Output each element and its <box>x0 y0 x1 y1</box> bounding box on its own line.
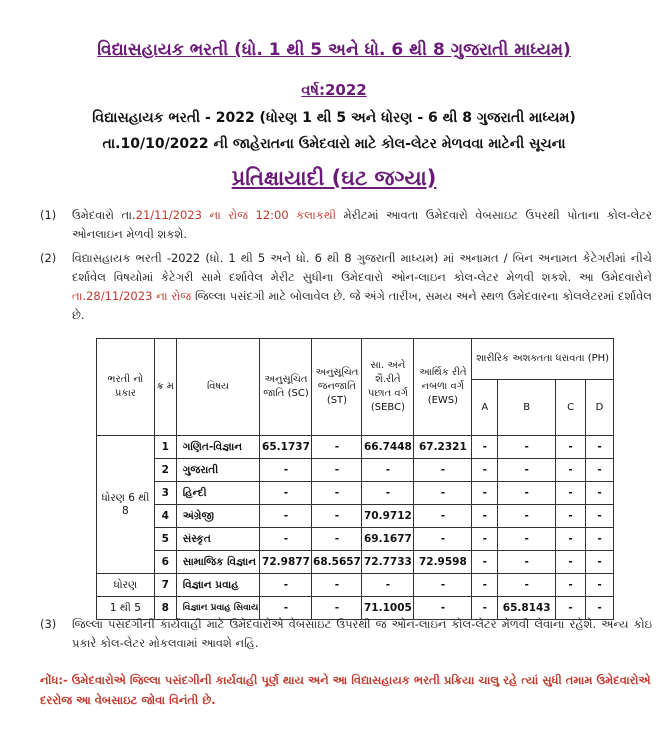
point-1-date: 21/11/2023 ના રોજ 12:00 કલાકથી <box>135 208 337 222</box>
cell-value: - <box>472 436 498 459</box>
cell-value: - <box>556 505 586 528</box>
cell-value: 70.9712 <box>362 505 414 528</box>
group-label-std-1-5-top: ધોરણ <box>97 574 155 597</box>
cell-value: - <box>414 459 472 482</box>
header-ph-c: C <box>556 380 586 436</box>
cell-value: - <box>312 574 362 597</box>
page-title: વિદ્યાસહાયક ભરતી (ધો. 1 થી 5 અને ધો. 6 થી 8 ગુજરાતી માધ્યમ) <box>97 40 571 60</box>
cell-value: - <box>414 528 472 551</box>
cell-sr: 5 <box>154 528 176 551</box>
cell-value: - <box>472 597 498 620</box>
cell-value: - <box>498 482 556 505</box>
table-row <box>97 436 614 459</box>
header-st: અનુસૂચિત જનજાતિ (ST) <box>312 339 362 436</box>
cell-subject: ગણિત-વિજ્ઞાન <box>176 436 260 459</box>
cell-value: 72.9598 <box>414 551 472 574</box>
cell-value: - <box>312 436 362 459</box>
cell-value: - <box>556 436 586 459</box>
cell-value: - <box>312 597 362 620</box>
cell-value: - <box>586 551 614 574</box>
cell-value: - <box>556 459 586 482</box>
cell-sr: 7 <box>154 574 176 597</box>
cell-value: - <box>498 436 556 459</box>
cell-value: - <box>498 528 556 551</box>
cell-value: - <box>472 459 498 482</box>
cell-value: - <box>312 528 362 551</box>
merit-table <box>96 338 614 620</box>
cell-value: 69.1677 <box>362 528 414 551</box>
cell-subject: સંસ્કૃત <box>176 528 260 551</box>
waitlist-heading: પ્રતિક્ષાયાદી (ઘટ જગ્યા) <box>231 166 437 190</box>
cell-sr: 8 <box>154 597 176 620</box>
cell-value: 65.8143 <box>498 597 556 620</box>
header-ews: આર્થિક રીતે નબળા વર્ગ (EWS) <box>414 339 472 436</box>
cell-value: - <box>260 505 312 528</box>
group-label-std-6-8: ધોરણ 6 થી 8 <box>97 436 155 574</box>
cell-value: - <box>260 574 312 597</box>
cell-value: - <box>472 574 498 597</box>
header-ph-b: B <box>498 380 556 436</box>
point-1-number: (1) <box>40 208 57 222</box>
point-1 <box>40 206 652 244</box>
cell-value: - <box>498 551 556 574</box>
cell-value: - <box>586 459 614 482</box>
point-2 <box>40 249 652 325</box>
subtitle-line-2: તા.10/10/2022 ની જાહેરાતના ઉમેદવારો માટે કોલ-લેટર મેળવવા માટેની સૂચના <box>102 136 566 152</box>
cell-subject: હિન્દી <box>176 482 260 505</box>
cell-value: - <box>556 574 586 597</box>
cell-sr: 4 <box>154 505 176 528</box>
cell-value: - <box>312 505 362 528</box>
cell-value: 66.7448 <box>362 436 414 459</box>
cell-value: - <box>414 574 472 597</box>
point-1-text: ઉમેદવારો તા.21/11/2023 ના રોજ 12:00 કલાકથી મેરીટમાં આવતા ઉમેદવારો વેબસાઇટ ઉપરથી પોતાના કોલ-લેટર ઓનલાઇન મેળવી શકશે. <box>72 208 653 241</box>
header-type: ભરતી નો પ્રકાર <box>97 339 155 436</box>
cell-value: - <box>498 459 556 482</box>
cell-value: - <box>498 505 556 528</box>
cell-value: - <box>472 482 498 505</box>
header-sebc: સા. અને શૈ.રીતે પછાત વર્ગ (SEBC) <box>362 339 414 436</box>
cell-value: 65.1737 <box>260 436 312 459</box>
header-subject: વિષય <box>176 339 260 436</box>
cell-value: - <box>556 551 586 574</box>
cell-value: - <box>586 597 614 620</box>
cell-subject: ગુજરાતી <box>176 459 260 482</box>
cell-sr: 6 <box>154 551 176 574</box>
point-3-number: (3) <box>40 617 57 631</box>
cell-value: - <box>260 482 312 505</box>
table-row <box>97 459 614 482</box>
cell-value: - <box>586 528 614 551</box>
cell-value: - <box>472 505 498 528</box>
cell-value: - <box>362 482 414 505</box>
cell-value: - <box>362 459 414 482</box>
cell-value: 72.9877 <box>260 551 312 574</box>
cell-value: - <box>472 528 498 551</box>
cell-value: - <box>260 459 312 482</box>
cell-value: 68.5657 <box>312 551 362 574</box>
cell-value: - <box>556 528 586 551</box>
cell-sr: 3 <box>154 482 176 505</box>
header-sc: અનુસૂચિત જાતિ (SC) <box>260 339 312 436</box>
cell-subject: સામાજિક વિજ્ઞાન <box>176 551 260 574</box>
cell-value: 72.7733 <box>362 551 414 574</box>
header-ph-d: D <box>586 380 614 436</box>
cell-value: - <box>586 574 614 597</box>
cell-value: - <box>312 482 362 505</box>
cell-sr: 1 <box>154 436 176 459</box>
cell-value: - <box>312 459 362 482</box>
header-sr: ક્ર મ <box>154 339 176 436</box>
table-row <box>97 574 614 597</box>
cell-subject: વિજ્ઞાન પ્રવાહ સિવાય <box>176 597 260 620</box>
cell-value: - <box>498 574 556 597</box>
cell-value: - <box>556 597 586 620</box>
cell-value: - <box>586 482 614 505</box>
cell-value: - <box>414 482 472 505</box>
table-row <box>97 551 614 574</box>
cell-subject: અંગ્રેજી <box>176 505 260 528</box>
point-2-date: તા.28/11/2023 ના રોજ <box>72 289 192 303</box>
cell-value: - <box>362 574 414 597</box>
cell-subject: વિજ્ઞાન પ્રવાહ <box>176 574 260 597</box>
cell-value: - <box>414 505 472 528</box>
table-row <box>97 482 614 505</box>
year-heading: વર્ષ:2022 <box>301 81 367 99</box>
note: નોંધ:- ઉમેદવારોએ જિલ્લા પસંદગીની કાર્યવાહી પૂર્ણ થાય અને આ વિદ્યાસહાયક ભરતી પ્રક્રિયા ચાલુ રહે ત્યાં સુધી તમામ ઉમેદવારોએ દરરોજ આ વેબસાઇટ જોવા વિનંતી છે. <box>40 673 651 707</box>
subtitle-line-1: વિદ્યાસહાયક ભરતી - 2022 (ધોરણ 1 થી 5 અને ધોરણ - 6 થી 8 ગુજરાતી માધ્યમ) <box>92 110 576 126</box>
cell-value: - <box>586 505 614 528</box>
table-row <box>97 505 614 528</box>
cell-value: - <box>556 482 586 505</box>
cell-sr: 2 <box>154 459 176 482</box>
cell-value: - <box>586 436 614 459</box>
point-3 <box>40 615 652 653</box>
table-row <box>97 528 614 551</box>
cell-value: - <box>414 597 472 620</box>
cell-value: - <box>260 597 312 620</box>
cell-value: - <box>260 528 312 551</box>
group-label-std-1-5-bottom: 1 થી 5 <box>97 597 155 620</box>
header-ph: શારીરિક અશક્તતા ધરાવતા (PH) <box>472 339 614 380</box>
cell-value: 67.2321 <box>414 436 472 459</box>
cell-value: 71.1005 <box>362 597 414 620</box>
point-2-number: (2) <box>40 251 57 265</box>
header-ph-a: A <box>472 380 498 436</box>
point-3-text: જિલ્લા પસંદગીની કાર્યવાહી માટે ઉમેદવારોએ વેબસાઇટ ઉપરથી જ ઓન-લાઇન કોલ-લેટર મેળવી લેવાના રહેશે. અન્ય કોઇ પ્રકારે કોલ-લેટર મોકલવામાં આવશે નહિ. <box>72 617 652 650</box>
point-2-text: વિદ્યાસહાયક ભરતી -2022 (ધો. 1 થી 5 અને ધો. 6 થી 8 ગુજરાતી માધ્યમ) માં અનામત / બિન અનામત કેટેગરીમાં નીચે દર્શાવેલ વિષયોમાં કેટેગરી સામે દર્શાવેલ મેરીટ સુધીના ઉમેદવારો ઓન-લાઇન કોલ-લેટર મેળવી શકશે. આ ઉમેદવારોને તા.28/11/2023 ના રોજ જિલ્લા પસંદગી માટે બોલાવેલ છે. જે અંગે તારીખ, સમય અને સ્થળ ઉમેદવારના કોલલેટરમાં દર્શાવેલ છે. <box>72 251 652 322</box>
cell-value: - <box>472 551 498 574</box>
